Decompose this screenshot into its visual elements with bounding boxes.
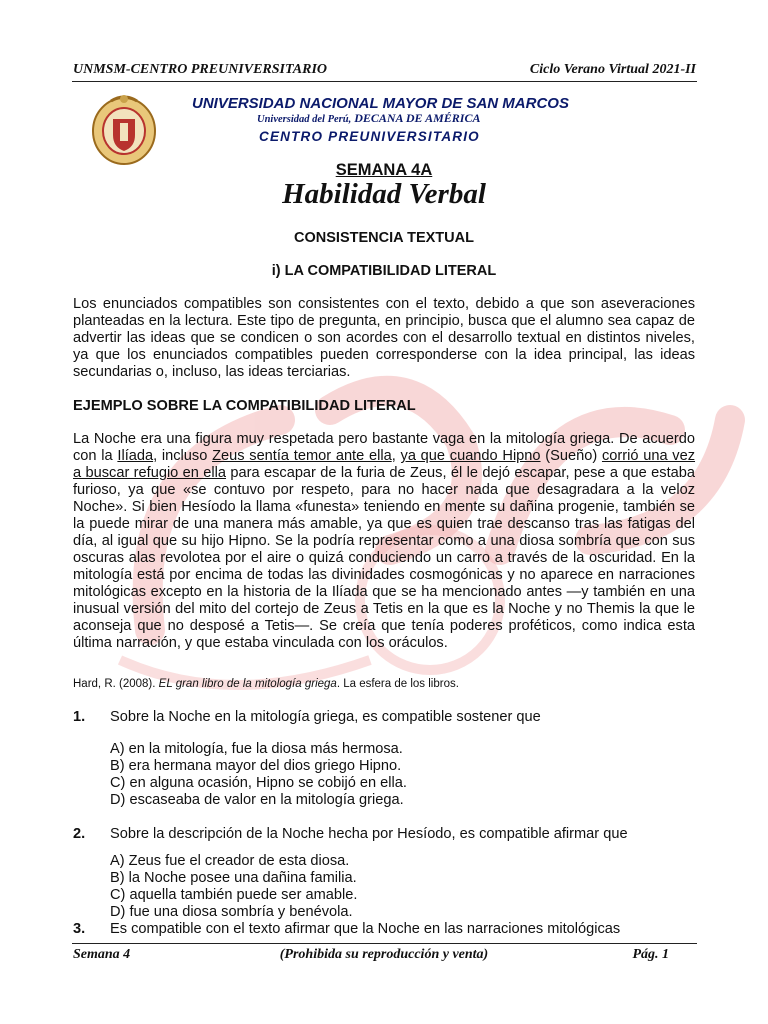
subject-title: Habilidad Verbal	[282, 178, 486, 210]
reading-part-5: para escapar de la furia de Zeus, él le dejó escapar, pese a que estaba furioso, ya que «se contuvo por respeto, para no hacer nada que desagradara a la veloz Noche». Si bien Hesíodo la llama «funesta» teniendo en mente su dañina progenie, también se la puede mirar de una manera más amable, ya que es quien trae descanso tras las fatigas del día, al igual que su hijo Hipno. Se la podría representar como a una diosa sombría que con sus oscuras alas revolotea por el aire o quizá conduciendo un carro a través de la oscuridad. En la mitología está por encima de todas las divinidades cosmogónicas y no aparece en narraciones mitológicas excepto en la historia de la Ilíada que se ha mencionado antes —y también en una inusual versión del mito del cortejo de Zeus a Tetis en la que es la Noche y no Themis la que le aconseja que no desposé a Tetis—. Se creía que tenía poderes proféticos, como indica esta última narración, y que estaba vinculada con los oráculos.	[73, 465, 695, 651]
university-subtitle	[257, 111, 480, 126]
footer-left: Semana 4	[73, 947, 131, 962]
question-1-number: 1.	[73, 709, 86, 725]
university-name: UNIVERSIDAD NACIONAL MAYOR DE SAN MARCOS	[192, 95, 569, 112]
subsection-title: i) LA COMPATIBILIDAD LITERAL	[271, 263, 497, 279]
question-1-option-a: A) en la mitología, fue la diosa más hermosa.	[110, 741, 403, 757]
question-1-option-c: C) en alguna ocasión, Hipno se cobijó en ella.	[110, 775, 407, 791]
question-2-number: 2.	[73, 826, 86, 842]
reading-underline-4: corrió una vez a buscar refugio en ella	[73, 448, 696, 481]
reading-part-3: ,	[391, 448, 401, 464]
subtitle-small: Universidad del Perú,	[257, 114, 352, 125]
question-2-option-a: A) Zeus fue el creador de esta diosa.	[110, 853, 350, 869]
question-2-option-d: D) fue una diosa sombría y benévola.	[110, 904, 353, 920]
question-1-options	[110, 741, 407, 809]
header-rule	[72, 81, 697, 82]
reading-part-4: (Sueño)	[540, 448, 602, 464]
reading-underline-1: Ilíada	[117, 448, 154, 464]
question-2-option-c: C) aquella también puede ser amable.	[110, 887, 358, 903]
question-1-option-d: D) escaseaba de valor en la mitología griega.	[110, 792, 404, 808]
footer-right: Pág. 1	[632, 947, 669, 962]
header-right: Ciclo Verano Virtual 2021-II	[529, 62, 696, 77]
reading-part-2: , incluso	[153, 448, 213, 464]
question-1-text: Sobre la Noche en la mitología griega, es compatible sostener que	[110, 709, 541, 725]
reading-underline-2: Zeus sentía temor ante ella	[212, 448, 392, 464]
question-3-text: Es compatible con el texto afirmar que la Noche en las narraciones mitológicas	[110, 921, 621, 937]
question-2-option-b: B) la Noche posee una dañina familia.	[110, 870, 357, 886]
section-title: CONSISTENCIA TEXTUAL	[294, 230, 474, 246]
example-title: EJEMPLO SOBRE LA COMPATIBILIDAD LITERAL	[73, 398, 416, 414]
reading-part-1: La Noche era una figura muy respetada pero bastante vaga en la mitología griega. De acuerdo con la	[73, 431, 695, 464]
citation-author: Hard, R. (2008).	[73, 678, 159, 690]
center-name: CENTRO PREUNIVERSITARIO	[259, 129, 480, 144]
question-2-text: Sobre la descripción de la Noche hecha por Hesíodo, es compatible afirmar que	[110, 826, 628, 842]
reading-passage	[73, 431, 695, 652]
university-crest-icon	[91, 93, 157, 165]
week-text: SEMANA 4A	[335, 161, 433, 179]
citation	[73, 678, 459, 690]
footer-center: (Prohibida su reproducción y venta)	[279, 947, 489, 962]
intro-paragraph: Los enunciados compatibles son consistentes con el texto, debido a que son aseveraciones planteadas en la lectura. Este tipo de pregunta, en principio, busca que el alumno sea capaz de advertir las ideas que se condicen o son acordes con el desarrollo textual en distintos niveles, ya que los enunciados compatibles pueden corresponderse con la idea principal, las ideas secundarias o, incluso, las ideas terciarias.	[73, 296, 695, 380]
question-1-option-b: B) era hermana mayor del dios griego Hipno.	[110, 758, 402, 774]
question-2-options	[110, 853, 357, 921]
subtitle-caps: DECANA DE AMÉRICA	[354, 111, 481, 125]
citation-title: EL gran libro de la mitología griega	[158, 678, 337, 690]
header-left: UNMSM-CENTRO PREUNIVERSITARIO	[73, 62, 328, 77]
citation-publisher: . La esfera de los libros.	[336, 678, 459, 690]
question-3-number: 3.	[73, 921, 86, 937]
reading-underline-3: ya que cuando Hipno	[400, 448, 541, 464]
footer-rule	[72, 943, 697, 944]
